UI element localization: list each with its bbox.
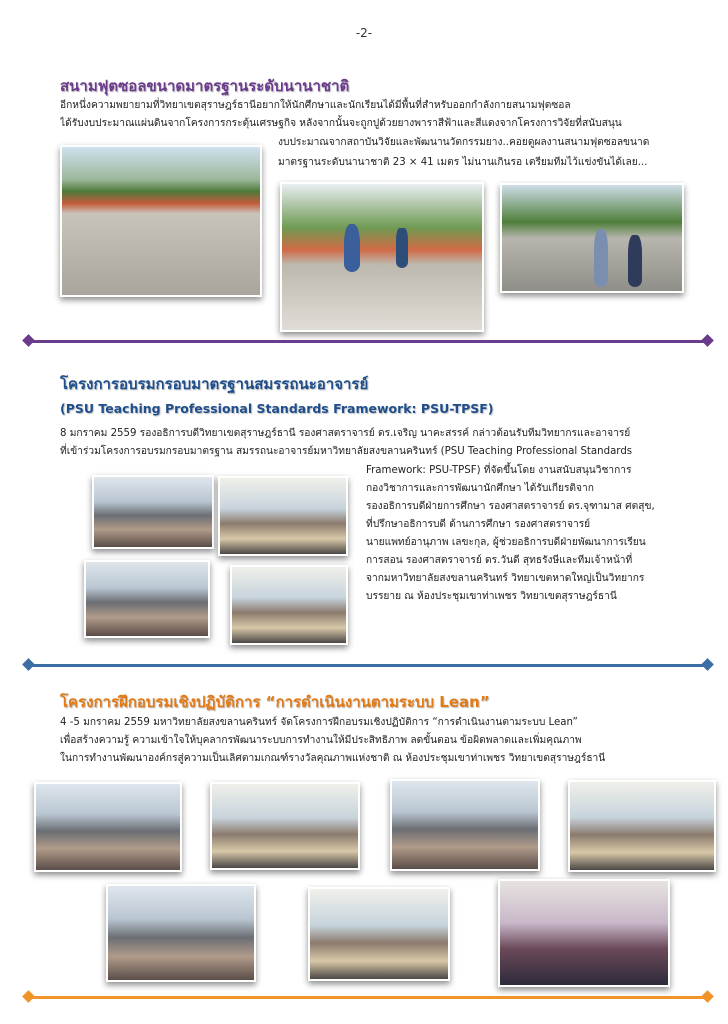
section2-line9: จากมหาวิทยาลัยสงขลานครินทร์ วิทยาเขตหาดใหญ่เป็นวิทยากร bbox=[366, 573, 645, 584]
section1-line3: งบประมาณจากสถาบันวิจัยและพัฒนานวัตกรรมยาง..คอยดูผลงานสนามฟุตซอลขนาด bbox=[278, 137, 650, 148]
section1-line4: มาตรฐานระดับนานาชาติ 23 × 41 เมตร ไม่นานเกินรอ เตรียมทีมไว้แข่งขันได้เลย... bbox=[278, 157, 648, 168]
lean-photo-5 bbox=[106, 884, 256, 982]
lean-photo-1 bbox=[34, 782, 182, 872]
lean-photo-4 bbox=[568, 780, 716, 872]
section3-line2: เพื่อสร้างความรู้ ความเข้าใจให้บุคลากรพัฒนาระบบการทำงานให้มีประสิทธิภาพ ลดขั้นตอน ข้อผิดพลาดและเพิ่มคุณภาพ bbox=[60, 735, 582, 746]
section2-line2: ที่เข้าร่วมโครงการอบรมกรอบมาตรฐาน สมรรถนะอาจารย์มหาวิทยาลัยสงขลานครินทร์ (PSU Teaching Professional Standards bbox=[60, 446, 633, 457]
futsal-field-photo-3 bbox=[500, 183, 684, 293]
section2-line4: กองวิชาการและการพัฒนานักศึกษา ได้รับเกียรติจาก bbox=[366, 483, 594, 494]
section1-divider bbox=[28, 340, 708, 343]
section2-line3: Framework: PSU-TPSF) ที่จัดขึ้นโดย งานสนับสนุนวิชาการ bbox=[366, 465, 632, 476]
person-figure bbox=[396, 228, 408, 268]
futsal-field-photo-1 bbox=[60, 145, 262, 297]
section2-line8: การสอน รองศาสตราจารย์ ดร.วันดี สุทธรังษีและทีมเจ้าหน้าที่ bbox=[366, 555, 633, 566]
section3-line1: 4 -5 มกราคม 2559 มหาวิทยาลัยสงขลานครินทร์ จัดโครงการฝึกอบรมเชิงปฏิบัติการ “การดำเนินงานตามระบบ Lean” bbox=[60, 717, 578, 728]
training-photo-4 bbox=[230, 565, 348, 645]
section2-title: โครงการอบรมกรอบมาตรฐานสมรรถนะอาจารย์ bbox=[60, 375, 369, 393]
section3-title: โครงการฝึกอบรมเชิงปฏิบัติการ “การดำเนินงานตามระบบ Lean” bbox=[60, 693, 490, 711]
lean-photo-6 bbox=[308, 887, 450, 981]
page-number: -2- bbox=[355, 26, 373, 40]
section1-line2: ได้รับงบประมาณแผ่นดินจากโครงการกระตุ้นเศรษฐกิจ หลังจากนั้นจะถูกปูด้วยยางพาราสีฟ้าและสีแดงจากโครงการวิจัยที่สนับสนุน bbox=[60, 118, 622, 129]
section1-title: สนามฟุตซอลขนาดมาตรฐานระดับนานาชาติ bbox=[60, 77, 350, 95]
section2-subtitle: (PSU Teaching Professional Standards Framework: PSU-TPSF) bbox=[60, 401, 494, 416]
section1-line1: อีกหนึ่งความพยายามที่วิทยาเขตสุราษฎร์ธานีอยากให้นักศึกษาและนักเรียนได้มีพื้นที่สำหรับออกกำลังกายสนามฟุตซอล bbox=[60, 100, 571, 111]
section2-line5: รองอธิการบดีฝ่ายการศึกษา รองศาสตราจารย์ ดร.จุฑามาส ศตสุข, bbox=[366, 501, 655, 512]
person-figure bbox=[344, 224, 360, 272]
training-photo-2 bbox=[218, 476, 348, 556]
lean-photo-3 bbox=[390, 779, 540, 871]
section2-line6: ที่ปรึกษาอธิการบดี ด้านการศึกษา รองศาสตราจารย์ bbox=[366, 519, 591, 530]
section3-line3: ในการทำงานพัฒนาองค์กรสู่ความเป็นเลิศตามเกณฑ์รางวัลคุณภาพแห่งชาติ ณ ห้องประชุมเขาท่าเพชร วิทยาเขตสุราษฎร์ธานี bbox=[60, 753, 606, 764]
person-figure bbox=[628, 235, 642, 287]
section2-line10: บรรยาย ณ ห้องประชุมเขาท่าเพชร วิทยาเขตสุราษฎร์ธานี bbox=[366, 591, 617, 602]
training-photo-1 bbox=[92, 475, 214, 549]
futsal-field-photo-2 bbox=[280, 182, 484, 332]
lean-group-photo bbox=[498, 879, 670, 987]
section2-line7: นายแพทย์อานุภาพ เลขะกุล, ผู้ช่วยอธิการบดีฝ่ายพัฒนาการเรียน bbox=[366, 537, 646, 548]
section3-divider bbox=[28, 996, 708, 999]
section2-divider bbox=[28, 664, 708, 667]
training-photo-3 bbox=[84, 560, 210, 638]
lean-photo-2 bbox=[210, 782, 360, 870]
person-figure bbox=[594, 229, 608, 287]
section2-line1: 8 มกราคม 2559 รองอธิการบดีวิทยาเขตสุราษฎร์ธานี รองศาสตราจารย์ ดร.เจริญ นาคะสรรค์ กล่าวต้อนรับทีมวิทยากรและอาจารย์ bbox=[60, 428, 631, 439]
